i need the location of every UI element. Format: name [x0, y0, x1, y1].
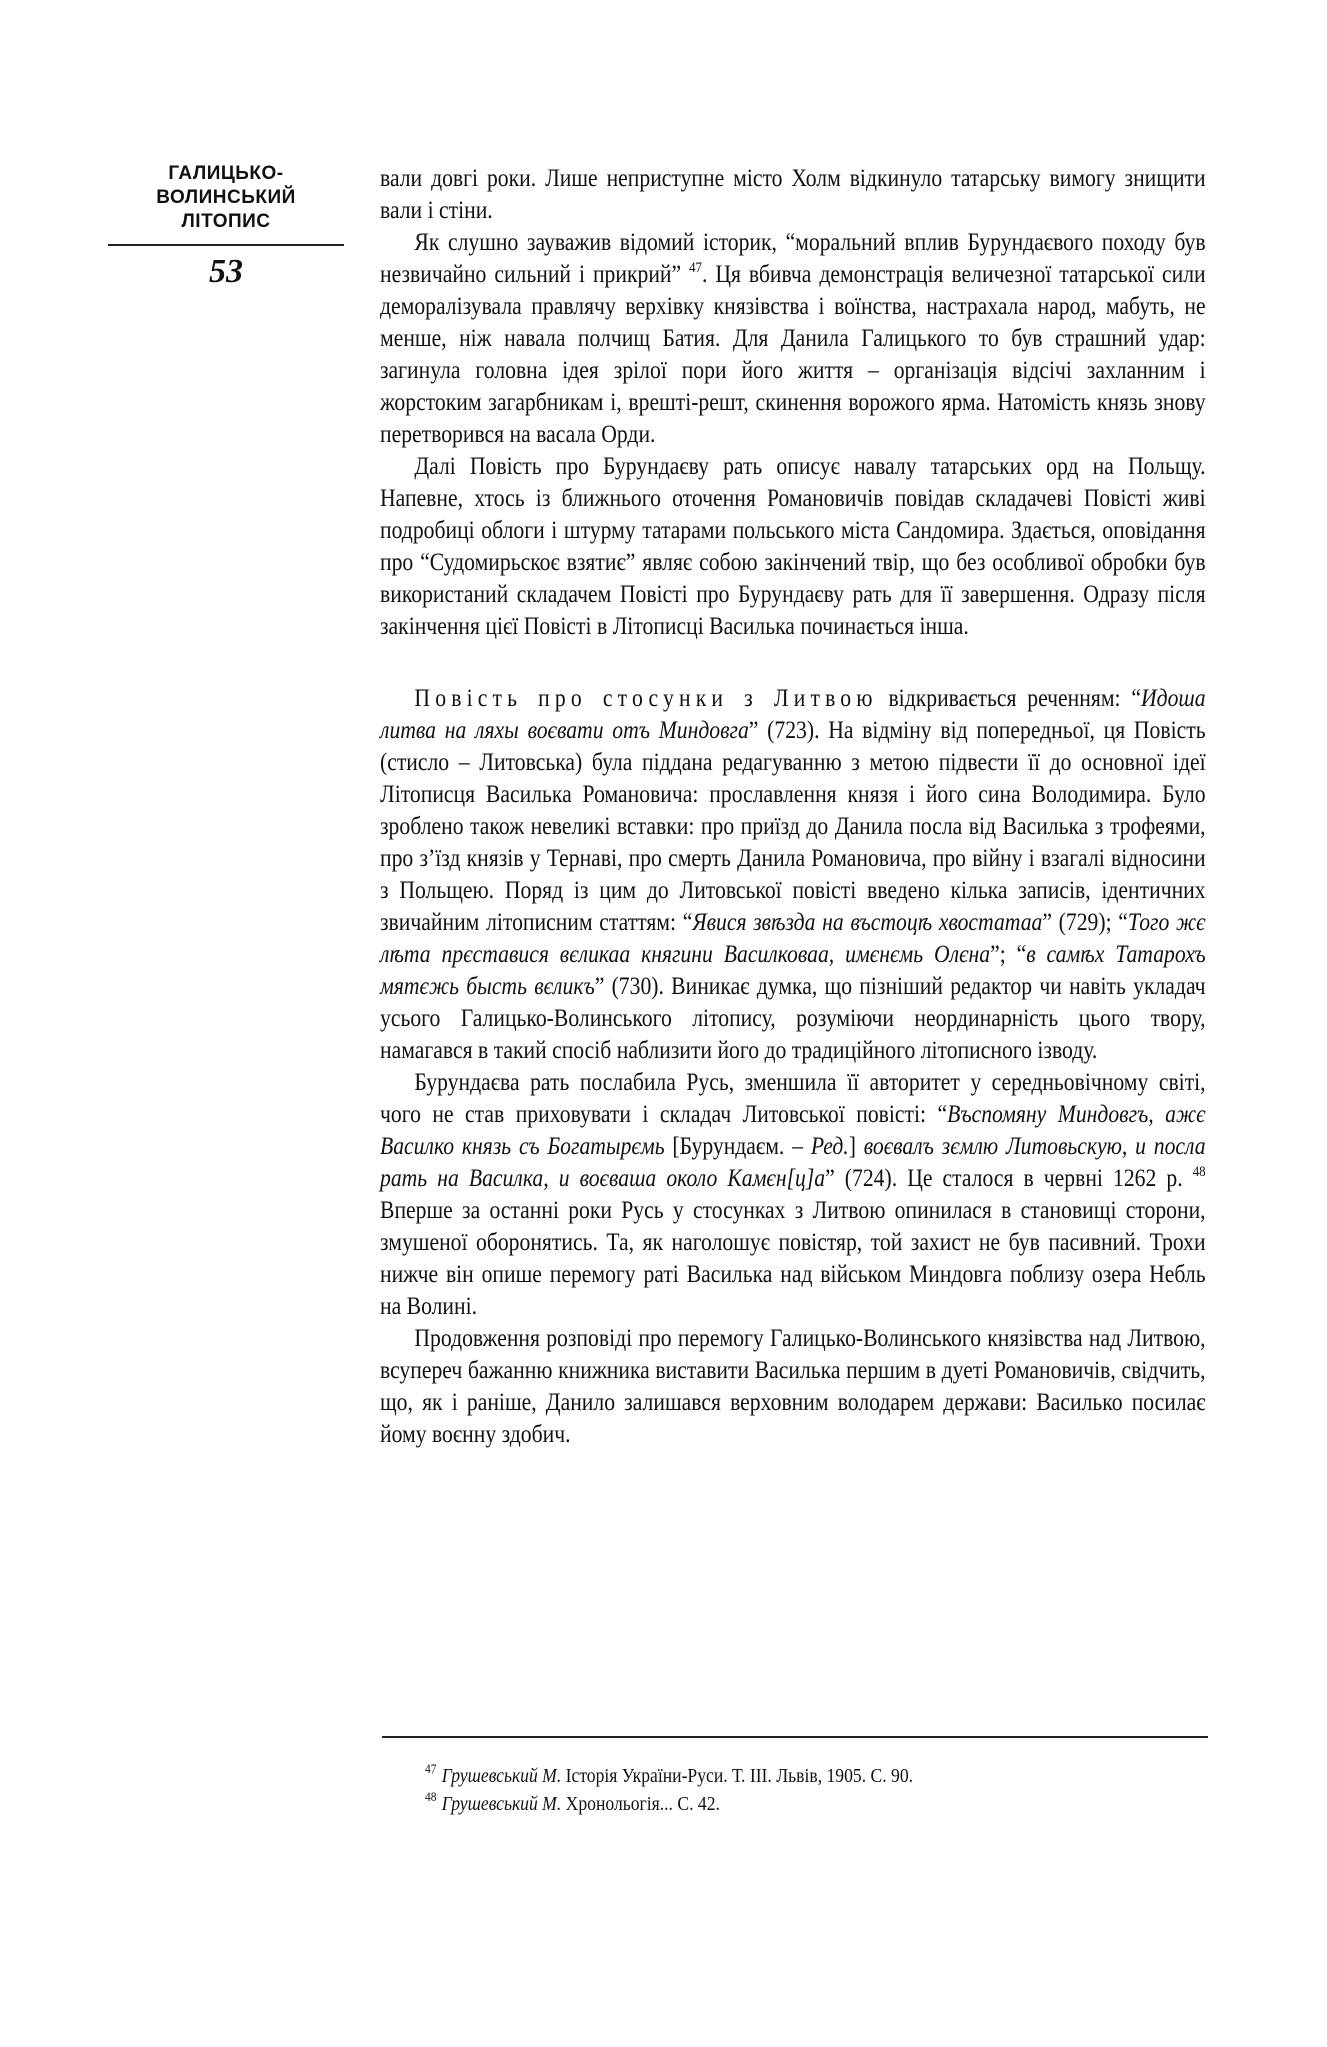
- text-run: ” (729); “: [1042, 909, 1128, 936]
- quotation-italic: воєвалъ зємлю Литовьскую, и посла рать на Василка, и воєваша около Камєн[ц]а: [380, 1133, 1206, 1192]
- paragraph: [380, 451, 1206, 643]
- text-run: вали довгі роки. Лише неприступне місто Холм відкинуло татарську вимогу знищити вали і стіни.: [380, 165, 1206, 224]
- paragraph: [380, 1323, 1206, 1451]
- running-head-line: ВОЛИНСЬКИЙ: [156, 187, 296, 208]
- quotation-italic: Того жє лѣта прєставися вєликаа княгини Василковаа, имєнємь Олєна: [380, 909, 1206, 968]
- text-run: Далі Повість про Бурундаєву рать описує навалу татарських орд на Польщу. Напевне, хтось із ближнього оточення Романовичів повідав складачеві Повісті живі подробиці облоги і штурму татарами польського міста Сандомира. Здається, оповідання про “Судомирьскоє взятиє” являє собою закінчений твір, що без особливої обробки був використаний складачем Повісті про Бурундаєву рать для її завершення. Одразу після закінчення цієї Повісті в Літописці Василька починається інша.: [380, 453, 1206, 640]
- section-title-spaced: Повість про стосунки з Литвою: [414, 685, 878, 712]
- paragraph: [380, 163, 1206, 227]
- quotation-italic: в самѣх Татарохъ мятєжь бысть вєликъ: [380, 941, 1206, 1000]
- paragraph-section-start: [380, 683, 1206, 1067]
- footnotes: [425, 1762, 913, 1818]
- footnote-author: Грушевський М.: [441, 1765, 562, 1787]
- footnote: [425, 1762, 913, 1790]
- text-run: ” (724). Це сталося в червні 1262 р.: [825, 1165, 1193, 1192]
- quotation-italic: Ред.: [810, 1133, 849, 1160]
- paragraph: [380, 1067, 1206, 1323]
- running-head-line: ГАЛИЦЬКО-: [168, 163, 284, 184]
- running-head-divider: [108, 244, 344, 246]
- footnote-number: 48: [425, 1789, 437, 1804]
- running-head-line: ЛІТОПИС: [181, 211, 271, 232]
- quotation-italic: Въспомяну Миндовгъ, ажє Василко князь съ Богатырємь: [380, 1101, 1206, 1160]
- footnote-reference: 48: [1192, 1164, 1206, 1180]
- text-run: ” (723). На відміну від попередньої, ця Повість (стисло – Литовська) була піддана редагуванню з метою підвести її до основної ідеї Літописця Василька Романовича: прославлення князя і його сина Володимира. Було зроблено також невеликі вставки: про приїзд до Данила посла від Василька з трофеями, про з’їзд князів у Тернаві, про смерть Данила Романовича, про війну і взагалі відносини з Польщею. Поряд із цим до Литовської повісті введено кілька записів, ідентичних звичайним літописним статтям: “: [380, 717, 1206, 936]
- footnote: [425, 1790, 913, 1818]
- footnote-author: Грушевський М.: [441, 1793, 562, 1815]
- footnote-number: 47: [425, 1761, 437, 1776]
- text-run: ”; “: [990, 941, 1027, 968]
- text-run: Бурундаєва рать послабила Русь, зменшила її авторитет у середньовічному світі, чого не став приховувати і складач Литовської повісті: “: [380, 1069, 1206, 1128]
- quotation-italic: Идоша литва на ляхы воєвати отъ Миндовга: [380, 685, 1206, 744]
- body-text: [380, 163, 1206, 1451]
- paragraph: [380, 227, 1206, 451]
- text-run: Як слушно зауважив відомий історик, “моральний вплив Бурундаєвого походу був незвичайно сильний і прикрий”: [380, 229, 1206, 288]
- footnote-text: Хронольогія... С. 42.: [561, 1793, 720, 1815]
- text-run: ]: [848, 1133, 864, 1160]
- text-run: [Бурундаєм. –: [664, 1133, 811, 1160]
- running-head-title: [108, 162, 344, 234]
- page-number: 53: [209, 253, 243, 290]
- footnote-text: Історія України-Руси. Т. III. Львів, 1905. С. 90.: [561, 1765, 914, 1787]
- text-run: . Ця вбивча демонстрація величезної татарської сили деморалізувала правлячу верхівку князівства і воїнства, настрахала народ, мабуть, не менше, ніж навала полчищ Батия. Для Данила Галицького то був страшний удар: загинула головна ідея зрілої пори його життя – організація відсічі захланним і жорстоким загарбникам і, врешті-решт, скинення ворожого ярма. Натомість князь знову перетворився на васала Орди.: [380, 261, 1206, 448]
- footnote-divider: [382, 1736, 1208, 1738]
- text-run: Вперше за останні роки Русь у стосунках з Литвою опинилася в становищі сторони, змушеної оборонятись. Та, як наголошує повістяр, той захист не був пасивний. Трохи нижче він опише перемогу раті Василька над військом Миндовга поблизу озера Небль на Волині.: [380, 1197, 1206, 1320]
- footnote-reference: 47: [689, 260, 702, 276]
- text-run: ” (730). Виникає думка, що пізніший редактор чи навіть укладач усього Галицько-Волинського літопису, розуміючи неординарність цього твору, намагався в такий спосіб наблизити його до традиційного літописного ізводу.: [380, 973, 1206, 1064]
- text-run: відкривається реченням: “: [877, 685, 1141, 712]
- running-head-block: [108, 162, 344, 292]
- text-run: Продовження розповіді про перемогу Галицько-Волинського князівства над Литвою, всупереч бажанню книжника виставити Василька першим в дуеті Романовичів, свідчить, що, як і раніше, Данило залишався верховним володарем держави: Василько посилає йому воєнну здобич.: [380, 1325, 1206, 1448]
- quotation-italic: Явися звѣзда на въстоцѣ хвостатаа: [692, 909, 1043, 936]
